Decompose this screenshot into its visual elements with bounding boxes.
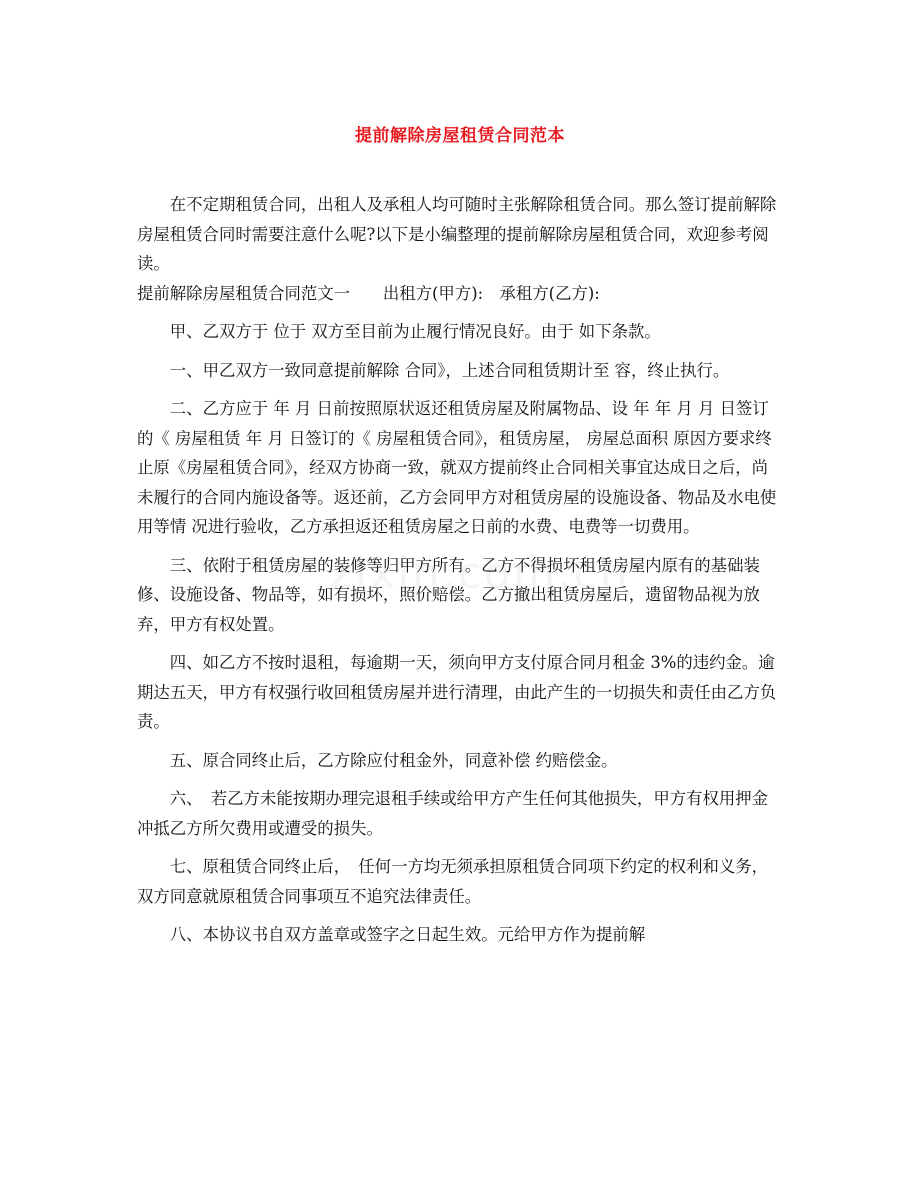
paragraph-clause-6: 六、 若乙方未能按期办理完退租手续或给甲方产生任何其他损失，甲方有权用押金冲抵乙方所欠费用或遭受的损失。 bbox=[137, 789, 769, 838]
paragraph-clause-3: 三、依附于租赁房屋的装修等归甲方所有。乙方不得损坏租赁房屋内原有的基础装修、设施设备、物品等，如有损坏，照价赔偿。乙方撤出租赁房屋后，遗留物品视为放弃，甲方有权处置。 bbox=[137, 555, 760, 634]
paragraph-clause-4: 四、如乙方不按时退租，每逾期一天，须向甲方支付原合同月租金 3%的违约金。逾期达五天，甲方有权强行收回租赁房屋并进行清理，由此产生的一切损失和责任由乙方负责。 bbox=[137, 653, 777, 731]
paragraph-intro: 在不定期租赁合同，出租人及承租人均可随时主张解除租赁合同。那么签订提前解除房屋租赁合同时需要注意什么呢?以下是小编整理的提前解除房屋租赁合同，欢迎参考阅读。 bbox=[137, 195, 777, 273]
document-body bbox=[137, 190, 777, 959]
paragraph-clause-1: 一、甲乙双方一致同意提前解除 合同》，上述合同租赁期计至 容，终止执行。 bbox=[169, 360, 730, 380]
paragraph-parties: 甲、乙双方于 位于 双方至目前为止履行情况良好。由于 如下条款。 bbox=[169, 322, 661, 341]
paragraph-clause-8: 八、本协议书自双方盖章或签字之日起生效。元给甲方作为提前解 bbox=[169, 925, 646, 944]
document-title: 提前解除房屋租赁合同范本 bbox=[355, 126, 565, 146]
paragraph-clause-7: 七、原租赁合同终止后， 任何一方均无须承担原租赁合同项下约定的权利和义务，双方同意就原租赁合同事项互不追究法律责任。 bbox=[137, 857, 769, 906]
paragraph-clause-5: 五、原合同终止后，乙方除应付租金外，同意补偿 约赔偿金。 bbox=[169, 750, 618, 770]
paragraph-heading-sample-one: 提前解除房屋租赁合同范文一 出租方(甲方): 承租方(乙方): bbox=[137, 283, 600, 303]
paragraph-clause-2: 二、乙方应于 年 月 日前按照原状返还租赁房屋及附属物品、设 年 年 月 月 日签订的《 房屋租赁 年 月 日签订的《 房屋租赁合同》，租赁房屋， 房屋总面积 原因方要求终止原《房屋租赁合同》，经双方协商一致，就双方提前终止合同相关事宜达成日之后，尚未履行的合同内施设备等。返还前，乙方会同甲方对租赁房屋的设施设备、物品及水电使用等情 况进行验收，乙方承担返还租赁房屋之日前的水费、电费等一切费用。 bbox=[137, 399, 777, 536]
